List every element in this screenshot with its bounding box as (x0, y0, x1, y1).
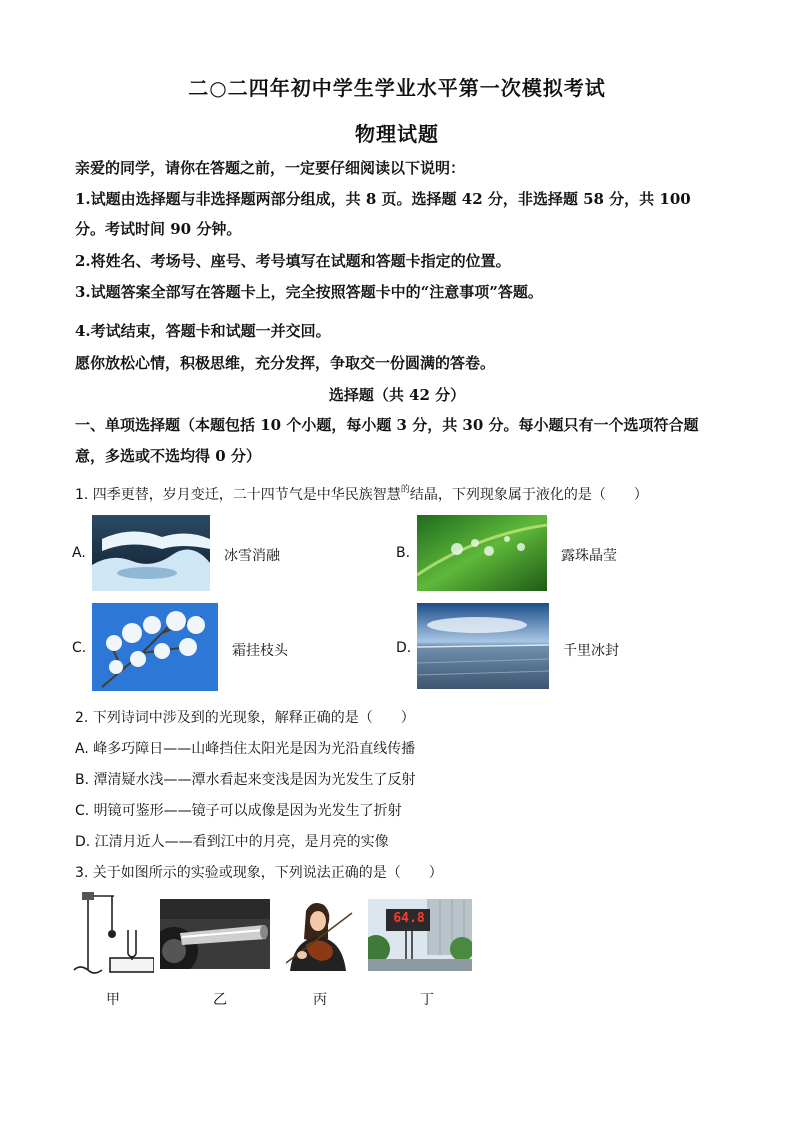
q3-figure-bing (276, 899, 360, 971)
q3-label-jia: 甲 (106, 992, 120, 1008)
q2-stem: 2. 下列诗词中涉及到的光现象，解释正确的是（ ） (75, 710, 415, 726)
q2-option-d[interactable]: D. 江清月近人——看到江中的月亮，是月亮的实像 (75, 834, 389, 850)
instructions-item1-line1: 1.试题由选择题与非选择题两部分组成，共 8 页。选择题 42 分，非选择题 58 分，共 100 (75, 190, 691, 208)
q1-option-a-image (92, 515, 210, 591)
q1-option-d-image (417, 603, 549, 689)
q1-option-c-letter[interactable]: C. (72, 640, 87, 656)
q1-option-b-caption: 露珠晶莹 (561, 548, 617, 564)
q3-figure-ding (368, 899, 472, 971)
instructions-wish: 愿你放松心情，积极思维，充分发挥，争取交一份圆满的答卷。 (75, 354, 496, 372)
q1-option-d-letter[interactable]: D. (396, 640, 412, 656)
instructions-item1-line2: 分。考试时间 90 分钟。 (75, 220, 242, 238)
q1-stem-part-a: 1. 四季更替，岁月变迁，二十四节气是中华民族智慧 (75, 487, 401, 503)
q3-label-bing: 丙 (313, 992, 327, 1008)
part1-heading-line2: 意，多选或不选均得 0 分） (75, 447, 261, 465)
part1-heading-line1: 一、单项选择题（本题包括 10 个小题，每小题 3 分，共 30 分。每小题只有一个选项符合题 (75, 416, 699, 434)
instructions-item4: 4.考试结束，答题卡和试题一并交回。 (75, 322, 331, 340)
q1-option-a-letter[interactable]: A. (72, 545, 86, 561)
q1-stem-part-b: 结晶，下列现象属于液化的是（ ） (409, 487, 648, 503)
q1-stem-sup: 的 (400, 485, 410, 495)
q2-option-b[interactable]: B. 潭清疑水浅——潭水看起来变浅是因为光发生了反射 (75, 772, 416, 788)
q3-noise-board-reading: 64.8 (393, 911, 425, 926)
subject-title: 物理试题 (355, 122, 439, 146)
q1-option-c-image (92, 603, 218, 691)
exam-title: 二○二四年初中学生学业水平第一次模拟考试 (188, 76, 606, 100)
q3-label-ding: 丁 (420, 992, 434, 1008)
q1-option-b-image (417, 515, 547, 591)
q2-option-c[interactable]: C. 明镜可鉴形——镜子可以成像是因为光发生了折射 (75, 803, 402, 819)
q1-option-d-caption: 千里冰封 (563, 643, 619, 659)
q3-figure-jia (72, 890, 154, 978)
q3-label-yi: 乙 (213, 992, 227, 1008)
q1-option-c-caption: 霜挂枝头 (232, 643, 288, 659)
section-title: 选择题（共 42 分） (328, 386, 466, 404)
q1-stem (75, 484, 648, 504)
instructions-item3: 3.试题答案全部写在答题卡上，完全按照答题卡中的“注意事项”答题。 (75, 283, 543, 301)
q1-option-a-caption: 冰雪消融 (224, 548, 280, 564)
q3-figure-yi (160, 899, 270, 969)
instructions-greeting: 亲爱的同学，请你在答题之前，一定要仔细阅读以下说明： (75, 159, 466, 177)
instructions-item2: 2.将姓名、考场号、座号、考号填写在试题和答题卡指定的位置。 (75, 252, 511, 270)
q2-option-a[interactable]: A. 峰多巧障日——山峰挡住太阳光是因为光沿直线传播 (75, 741, 416, 757)
q1-option-b-letter[interactable]: B. (396, 545, 411, 561)
q3-stem: 3. 关于如图所示的实验或现象，下列说法正确的是（ ） (75, 865, 443, 881)
